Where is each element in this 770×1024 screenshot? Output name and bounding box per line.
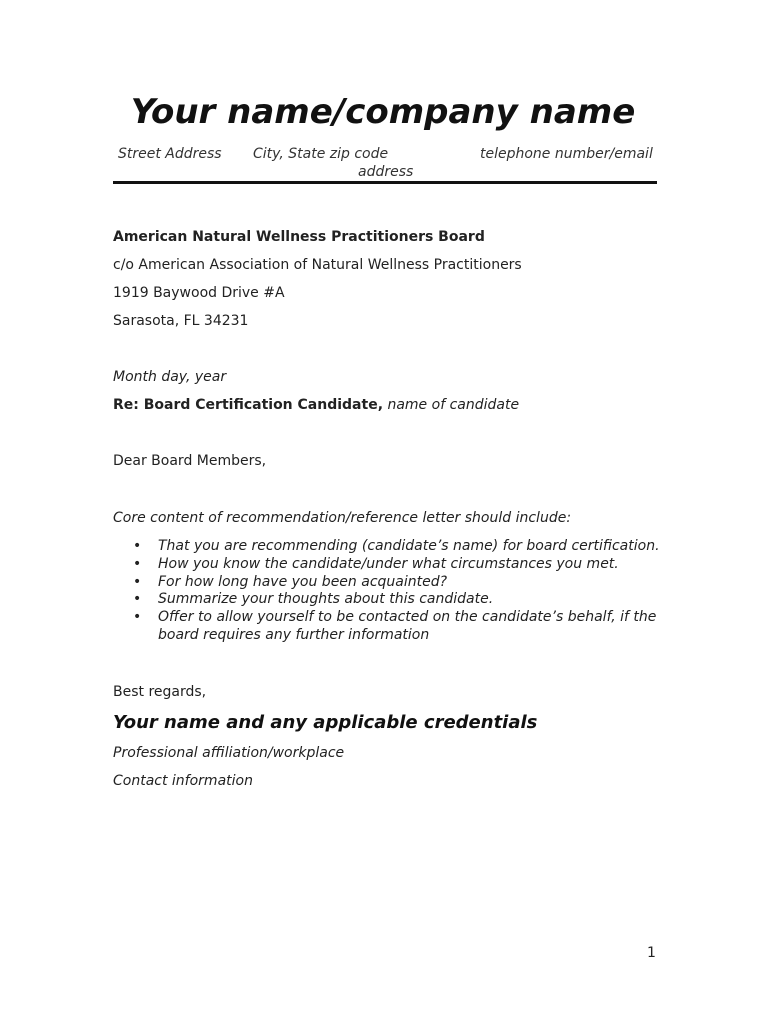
letterhead-divider — [113, 181, 657, 184]
letter-date: Month day, year — [113, 369, 227, 385]
list-item — [113, 538, 673, 556]
list-item-text: How you know the candidate/under what circumstances you met. — [158, 555, 619, 572]
telephone-email: telephone number/email — [480, 146, 653, 162]
subject-label: Re: Board Certification Candidate, — [113, 397, 384, 413]
recipient-name: American Natural Wellness Practitioners Board — [113, 229, 485, 245]
bullet-dot-icon: • — [133, 573, 142, 590]
closing: Best regards, — [113, 684, 207, 700]
page-number: 1 — [647, 945, 656, 961]
street-address: Street Address — [118, 146, 222, 162]
recipient-care-of: c/o American Association of Natural Wellness Practitioners — [113, 257, 522, 273]
signature-affiliation: Professional affiliation/workplace — [113, 745, 345, 761]
recipient-street: 1919 Baywood Drive #A — [113, 285, 285, 301]
recipient-city: Sarasota, FL 34231 — [113, 313, 249, 329]
list-item — [113, 574, 673, 592]
list-item-text: For how long have you been acquainted? — [158, 573, 448, 590]
salutation: Dear Board Members, — [113, 453, 267, 469]
content-bullet-list — [113, 538, 673, 645]
list-item-text: Offer to allow yourself to be contacted on the candidate’s behalf, if the board requires any further information — [158, 609, 657, 643]
list-item — [113, 591, 673, 609]
signature-contact: Contact information — [113, 773, 253, 789]
list-item-text: Summarize your thoughts about this candidate. — [158, 591, 494, 608]
content-intro: Core content of recommendation/reference letter should include: — [113, 510, 572, 526]
list-item — [113, 556, 673, 574]
list-item — [113, 609, 673, 645]
bullet-dot-icon: • — [133, 555, 142, 572]
city-state-zip: City, State zip code — [253, 146, 389, 162]
list-item-text: That you are recommending (candidate’s name) for board certification. — [158, 538, 660, 554]
letterhead-title: Your name/company name — [130, 92, 636, 132]
signature-name: Your name and any applicable credentials — [113, 712, 538, 733]
bullet-dot-icon: • — [133, 538, 142, 554]
subject-line — [113, 396, 519, 414]
bullet-dot-icon: • — [133, 591, 142, 608]
email-address-label: address — [358, 164, 414, 180]
bullet-dot-icon: • — [133, 609, 142, 626]
subject-candidate: name of candidate — [387, 397, 520, 413]
